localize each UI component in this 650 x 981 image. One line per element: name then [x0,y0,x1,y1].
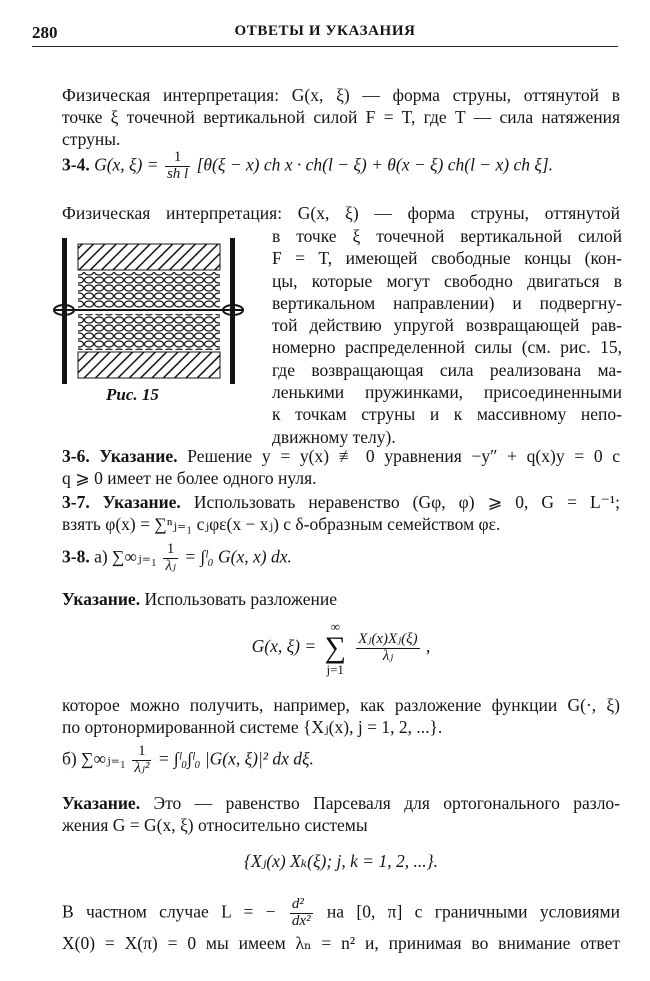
fraction-denominator: λⱼ [165,557,176,574]
text-line: X(0) = X(π) = 0 мы имеем λₙ = n² и, принимая во внимание ответ [62,932,620,953]
text-line: F = T, имеющей свободные концы (кон- [272,248,622,269]
text-line: жения G = G(x, ξ) относительно системы [62,815,368,835]
figure-side-text [272,225,622,448]
text-line: движному телу). [272,426,396,447]
problem-number: 3-7. [62,492,90,512]
fraction-numerator: d² [290,897,313,914]
text-fragment: В частном случае L = − [62,901,276,922]
text-line: которое можно получить, например, как разложение функции G(·, ξ) [62,695,620,715]
expansion-formula [62,620,620,676]
text-line: Использовать неравенство (Gφ, φ) ⩾ 0, G = L⁻¹; [193,492,621,512]
text-line: номерно распределенной силы (см. рис. 15, [272,337,622,358]
text-line: в точке ξ точечной вертикальной силой [272,226,622,246]
fraction-numerator: 1 [132,744,151,761]
fraction [290,897,313,930]
problem-number: 3-6. [62,446,90,466]
header-rule [32,46,618,47]
hint-label: Указание. [99,446,178,466]
hatched-top-body [78,244,220,270]
hint-label: Указание. [62,793,141,813]
expansion-explanation [62,694,620,738]
text-line: той действию упругой возвращающей рав- [272,315,622,336]
problem-number: 3-4. [62,154,90,175]
fraction-denominator: dx² [291,912,311,929]
formula-lhs: G(x, ξ) = [251,636,317,657]
fraction-numerator: 1 [165,150,190,167]
fraction-denominator: λⱼ [382,647,394,664]
hatched-bottom-body [78,352,220,378]
running-title: ОТВЕТЫ И УКАЗАНИЯ [234,23,416,39]
sum-sign: ∑ [324,631,346,664]
answer-3-8-a [62,542,620,575]
springs-upper [78,272,220,308]
text-line: q ⩾ 0 имеет не более одного нуля. [62,468,317,488]
page-number: 280 [32,23,58,42]
hint-expansion [62,588,620,610]
text-line: вертикальном направлении) и подвергну- [272,292,622,313]
formula-lhs: G(x, ξ) = [94,154,159,175]
formula-rhs: = ∫ˡ₀ G(x, x) dx. [184,546,292,567]
text-line: ленькими пружинками, присоединенными [272,382,622,403]
answer-3-8-b [62,744,620,777]
interpretation-paragraph-2 [62,202,620,224]
fraction-numerator: 1 [163,542,177,559]
fraction-numerator: Xⱼ(x)Xⱼ(ξ) [358,630,418,647]
text-line: где возвращающая сила реализована ма- [272,359,622,380]
answer-3-7 [62,491,620,535]
figure-caption: Рис. 15 [106,385,159,404]
hint-label: Указание. [62,589,141,609]
sum-operator [325,620,346,676]
fraction [356,632,419,665]
answer-3-6 [62,445,620,489]
hint-parseval [62,792,620,836]
text-line: Это — равенство Парсеваля для ортогонального разло- [153,793,621,813]
text-line: взять φ(x) = ∑ⁿⱼ₌₁ cⱼφε(x − xⱼ) с δ-образным семейством φε. [62,514,501,534]
text-line: по ортонормированной системе {Xⱼ(x), j = 1, 2, ...}. [62,717,443,737]
text-line: струны. [62,129,121,149]
text-line: Решение y = y(x) ≢ 0 уравнения −y″ + q(x)y = 0 с [187,446,621,466]
hint-label: Указание. [102,492,181,512]
text-fragment: на [0, π] с граничными условиями [326,901,621,922]
sum-expression: а) ∑∞ⱼ₌₁ [94,546,157,567]
sum-lower-limit: j=1 [326,662,344,677]
fraction-denominator: λⱼ² [134,759,150,776]
fraction-denominator: sh l [166,165,189,182]
springs-lower [78,314,220,350]
formula-rhs: [θ(ξ − x) ch x · ch(l − ξ) + θ(x − ξ) ch(l − x) ch ξ]. [196,154,554,175]
text-line: Физическая интерпретация: G(x, ξ) — форма струны, оттянутой в [62,85,620,105]
special-case-paragraph [62,897,620,956]
interpretation-paragraph-1 [62,84,620,150]
sum-upper-limit: ∞ [330,619,340,634]
text-line: Физическая интерпретация: G(x, ξ) — форма струны, оттянутой [62,203,620,223]
system-formula: {Xⱼ(x) Xₖ(ξ); j, k = 1, 2, ...}. [244,851,438,871]
problem-number: 3-8. [62,546,90,567]
text-line: к точкам струны и к массивному непо- [272,404,622,425]
fraction [132,744,151,777]
spring-string-illustration [44,236,254,386]
text-line: цы, которые могут свободно двигаться в [272,270,622,291]
formula-rhs: = ∫ˡ₀∫ˡ₀ |G(x, ξ)|² dx dξ. [157,748,314,769]
fraction [165,150,190,183]
fraction [163,542,177,575]
punctuation: , [425,636,431,657]
text-line: Использовать разложение [144,589,337,609]
sum-expression: б) ∑∞ⱼ₌₁ [62,748,127,769]
answer-3-4 [62,150,620,183]
text-line: точке ξ точечной вертикальной силой F = T, где T — сила натяжения [62,107,620,127]
